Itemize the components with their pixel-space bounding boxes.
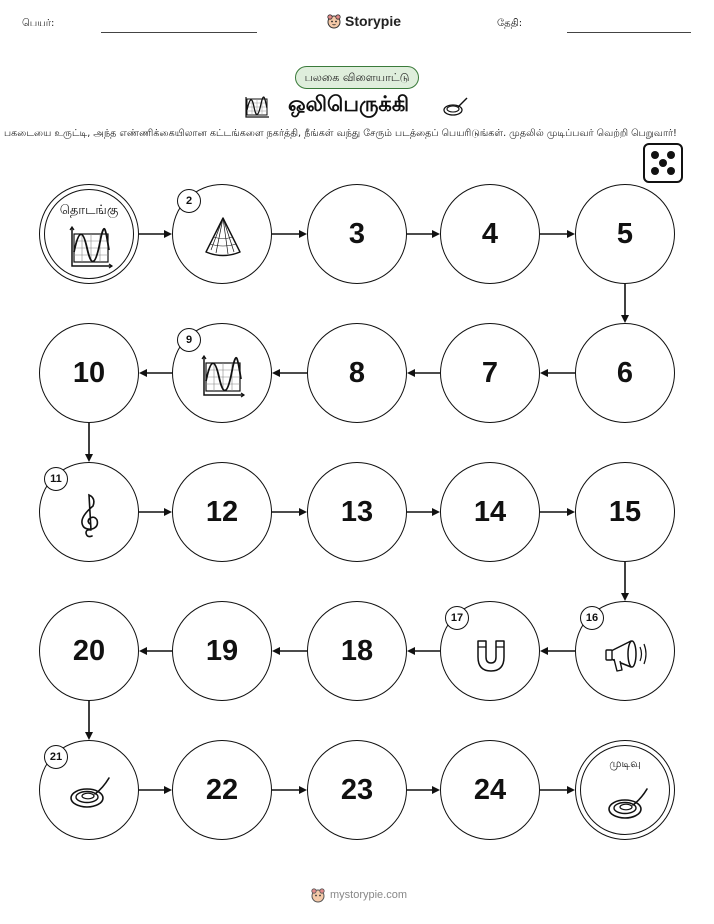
board-space-17 bbox=[440, 601, 540, 701]
coiled-wire-icon bbox=[603, 779, 653, 829]
space-number-badge: 9 bbox=[177, 328, 201, 352]
board-space-10 bbox=[39, 323, 139, 423]
board-space-22 bbox=[172, 740, 272, 840]
board-space-8 bbox=[307, 323, 407, 423]
finish-space bbox=[575, 740, 675, 840]
board-space-23 bbox=[307, 740, 407, 840]
space-number: 19 bbox=[205, 634, 239, 667]
path-arrow-head bbox=[407, 369, 415, 377]
board-space-21 bbox=[39, 740, 139, 840]
space-number: 24 bbox=[473, 773, 507, 806]
board-space-7 bbox=[440, 323, 540, 423]
activity-type-badge: பலகை விளையாட்டு bbox=[295, 66, 419, 89]
start-label: தொடங்கு bbox=[59, 203, 119, 218]
storypie-mascot-icon bbox=[310, 887, 326, 903]
space-number: 7 bbox=[481, 356, 499, 389]
space-number-badge: 11 bbox=[44, 467, 68, 491]
board-space-12 bbox=[172, 462, 272, 562]
board-space-19 bbox=[172, 601, 272, 701]
path-arrow-head bbox=[567, 508, 575, 516]
space-number-badge: 2 bbox=[177, 189, 201, 213]
footer-url[interactable]: mystorypie.com bbox=[330, 889, 408, 901]
space-number: 3 bbox=[348, 217, 366, 250]
megaphone-icon bbox=[601, 629, 651, 679]
path-arrow-head bbox=[432, 786, 440, 794]
board-space-6 bbox=[575, 323, 675, 423]
space-number: 15 bbox=[608, 495, 642, 528]
name-label: பெயர்: bbox=[22, 18, 55, 29]
path-arrow-head bbox=[164, 786, 172, 794]
board-space-3 bbox=[307, 184, 407, 284]
path-arrow-head bbox=[540, 647, 548, 655]
brand-name: Storypie bbox=[345, 13, 402, 29]
board-space-18 bbox=[307, 601, 407, 701]
waveform-graph-icon bbox=[66, 222, 116, 272]
start-space bbox=[39, 184, 139, 284]
path-arrow-head bbox=[299, 508, 307, 516]
date-label: தேதி: bbox=[497, 18, 523, 29]
treble-clef-icon bbox=[65, 490, 115, 540]
space-number: 18 bbox=[340, 634, 374, 667]
path-arrow-head bbox=[621, 593, 629, 601]
board-space-15 bbox=[575, 462, 675, 562]
path-arrow-head bbox=[164, 508, 172, 516]
coiled-wire-icon bbox=[65, 768, 115, 818]
magnet-icon bbox=[466, 629, 516, 679]
path-arrow-head bbox=[139, 647, 147, 655]
path-arrow-head bbox=[85, 732, 93, 740]
space-number: 6 bbox=[616, 356, 634, 389]
path-arrow-head bbox=[432, 508, 440, 516]
finish-label: முடிவு bbox=[609, 757, 641, 770]
space-number-badge: 16 bbox=[580, 606, 604, 630]
space-number: 23 bbox=[340, 773, 374, 806]
path-arrow-head bbox=[85, 454, 93, 462]
space-number: 22 bbox=[205, 773, 239, 806]
board-space-2 bbox=[172, 184, 272, 284]
footer bbox=[310, 887, 407, 903]
board-space-9 bbox=[172, 323, 272, 423]
instructions-text: பகடையை உருட்டி, அந்த எண்ணிக்கையிலான கட்டங்களை நகர்த்தி, நீங்கள் வந்து சேரும் படத்தைப் பெயரிடுங்கள். முதலில் முடிப்பவர் வெற்றி பெறுவார்! bbox=[4, 128, 677, 139]
space-number: 12 bbox=[205, 495, 239, 528]
path-arrow-head bbox=[272, 369, 280, 377]
space-number: 13 bbox=[340, 495, 374, 528]
space-number: 8 bbox=[348, 356, 366, 389]
path-arrow-head bbox=[567, 786, 575, 794]
board-space-20 bbox=[39, 601, 139, 701]
path-arrow-head bbox=[139, 369, 147, 377]
board-space-13 bbox=[307, 462, 407, 562]
path-arrow-head bbox=[299, 230, 307, 238]
space-number-badge: 17 bbox=[445, 606, 469, 630]
path-arrow-head bbox=[567, 230, 575, 238]
board-space-16 bbox=[575, 601, 675, 701]
page-title: ஒலிபெருக்கி bbox=[288, 92, 410, 116]
board-space-11 bbox=[39, 462, 139, 562]
board-space-24 bbox=[440, 740, 540, 840]
path-arrow-head bbox=[432, 230, 440, 238]
path-arrow-head bbox=[164, 230, 172, 238]
path-arrow-head bbox=[299, 786, 307, 794]
space-number-badge: 21 bbox=[44, 745, 68, 769]
board-space-5 bbox=[575, 184, 675, 284]
cone-icon bbox=[198, 212, 248, 262]
path-arrow-head bbox=[621, 315, 629, 323]
board-space-14 bbox=[440, 462, 540, 562]
space-number: 10 bbox=[72, 356, 106, 389]
space-number: 20 bbox=[72, 634, 106, 667]
space-number: 4 bbox=[481, 217, 499, 250]
board-space-4 bbox=[440, 184, 540, 284]
space-number: 14 bbox=[473, 495, 507, 528]
space-number: 5 bbox=[616, 217, 634, 250]
path-arrow-head bbox=[407, 647, 415, 655]
waveform-graph-icon bbox=[198, 351, 248, 401]
path-arrow-head bbox=[272, 647, 280, 655]
path-arrow-head bbox=[540, 369, 548, 377]
